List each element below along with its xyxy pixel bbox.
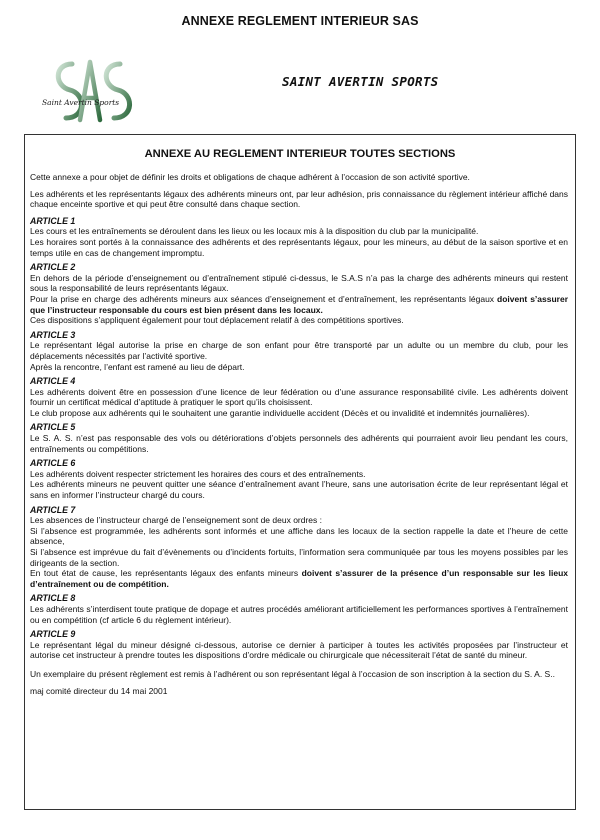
article-text-part: En tout état de cause, les représentants légaux des enfants mineurs [30, 568, 302, 579]
article-text [30, 294, 568, 315]
article-2 [30, 262, 568, 326]
intro-paragraph: Cette annexe a pour objet de définir les droits et obligations de chaque adhérent à l’occasion de son activité sportive. [30, 172, 470, 182]
article-title: ARTICLE 5 [30, 422, 76, 433]
club-logo [40, 58, 140, 128]
article-text: Après la rencontre, l’enfant est ramené au lieu de départ. [30, 361, 245, 372]
article-text: Les adhérents doivent respecter strictement les horaires des cours et des entraînements. [30, 468, 366, 479]
article-text-emphasis: doivent s’assurer de la présence d’un responsable sur les lieux d’entraînement ou de compétition. [30, 568, 568, 589]
article-title: ARTICLE 3 [30, 329, 76, 340]
article-text-part: Pour la prise en charge des adhérents mineurs aux séances d’enseignement et d’entraînement, les représentants légaux [30, 293, 498, 304]
article-text: Les adhérents doivent être en possession d’une licence de leur fédération ou d’une assurance responsabilité civile. Les adhérents doivent fournir un certificat médical d’aptitude à pratiquer le sport qu’ils choisissent. [30, 386, 568, 408]
article-text [30, 568, 568, 589]
article-text-emphasis: doivent s’assurer que l’instructeur responsable du cours est bien présent dans les locaux. [30, 293, 569, 315]
article-text: Les adhérents s’interdisent toute pratique de dopage et autres procédés améliorant artificiellement les performances sportives à l’entraînement ou en compétition (cf article 6 du règlement intérieur). [30, 603, 568, 625]
article-text: Les horaires sont portés à la connaissance des adhérents et des représentants légaux, pour les mineurs, au début de la saison sportive et en temps utile en cas de changement impromptu. [30, 236, 568, 258]
document-title: ANNEXE AU REGLEMENT INTERIEUR TOUTES SECTIONS [144, 148, 456, 160]
article-text: Les adhérents mineurs ne peuvent quitter une séance d’entraînement avant l’heure, sans une autorisation écrite de leur représentant légal et sans en informer l’instructeur chargé du cours. [30, 479, 568, 501]
article-text: Le club propose aux adhérents qui le souhaitent une garantie individuelle accident (Décès et ou invalidité et indemnités journalières). [30, 407, 530, 418]
article-8 [30, 593, 568, 625]
article-title: ARTICLE 6 [30, 458, 76, 469]
document-body [30, 172, 568, 702]
page-title: ANNEXE REGLEMENT INTERIEUR SAS [181, 14, 419, 28]
article-9 [30, 629, 568, 661]
article-text: Si l’absence est imprévue du fait d’évènements ou d’incidents fortuits, l’information sera communiquée par tous les moyens possibles par les dirigeants de la section. [30, 547, 568, 568]
footer-note: maj comité directeur du 14 mai 2001 [30, 685, 168, 696]
article-text: Le représentant légal autorise la prise en charge de son enfant pour être transporté par un adulte ou un membre du club, pour les déplacements nécessités par l’activité sportive. [30, 340, 568, 361]
article-3 [30, 330, 568, 372]
article-6 [30, 458, 568, 500]
article-title: ARTICLE 9 [30, 629, 76, 640]
article-title: ARTICLE 2 [30, 262, 76, 273]
sas-logo-icon [40, 58, 140, 128]
article-text: Ces dispositions s’appliquent également pour tout déplacement relatif à des compétitions sportives. [30, 315, 404, 326]
article-5 [30, 422, 568, 454]
club-name: SAINT AVERTIN SPORTS [282, 74, 439, 89]
article-text: Le S. A. S. n’est pas responsable des vols ou détériorations d’objets personnels des adhérents qui pourraient avoir lieu pendant les cours, entraînements ou compétitions. [30, 433, 568, 454]
article-7 [30, 505, 568, 590]
article-text: Le représentant légal du mineur désigné ci-dessous, autorise ce dernier à participer à toutes les activités proposées par l’instructeur et autorise cet instructeur à prendre toutes les dispositions d’ordre médicale ou chirurgicale que nécessiterait l’état de santé du mineur. [30, 639, 568, 661]
article-4 [30, 376, 568, 418]
intro-paragraph: Les adhérents et les représentants légaux des adhérents mineurs ont, par leur adhésion, pris connaissance du règlement intérieur affiché dans chaque enceinte sportive et qui peut être consulté dans chaque section. [30, 188, 568, 210]
article-1 [30, 216, 568, 258]
article-text: Les cours et les entraînements se déroulent dans les lieux ou les locaux mis à la disposition du club par la municipalité. [30, 226, 479, 237]
article-text: En dehors de la période d’enseignement ou d’entraînement stipulé ci-dessus, le S.A.S n’a pas la charge des adhérents mineurs qui restent sous la responsabilité de leurs représentants légaux. [30, 272, 568, 294]
article-title: ARTICLE 8 [30, 593, 76, 604]
article-text: Si l’absence est programmée, les adhérents sont informés et une affiche dans les locaux de la section rappelle la date et l’heure de cette absence, [30, 525, 568, 547]
article-title: ARTICLE 7 [30, 504, 76, 515]
article-title: ARTICLE 4 [30, 376, 76, 387]
article-title: ARTICLE 1 [30, 215, 76, 226]
closing-paragraph: Un exemplaire du présent règlement est remis à l’adhérent ou son représentant légal à l’occasion de son inscription à la section du S. A. S.. [30, 668, 555, 679]
logo-script-text: Saint Avertin Sports [42, 98, 120, 107]
article-text: Les absences de l’instructeur chargé de l’enseignement sont de deux ordres : [30, 515, 323, 526]
